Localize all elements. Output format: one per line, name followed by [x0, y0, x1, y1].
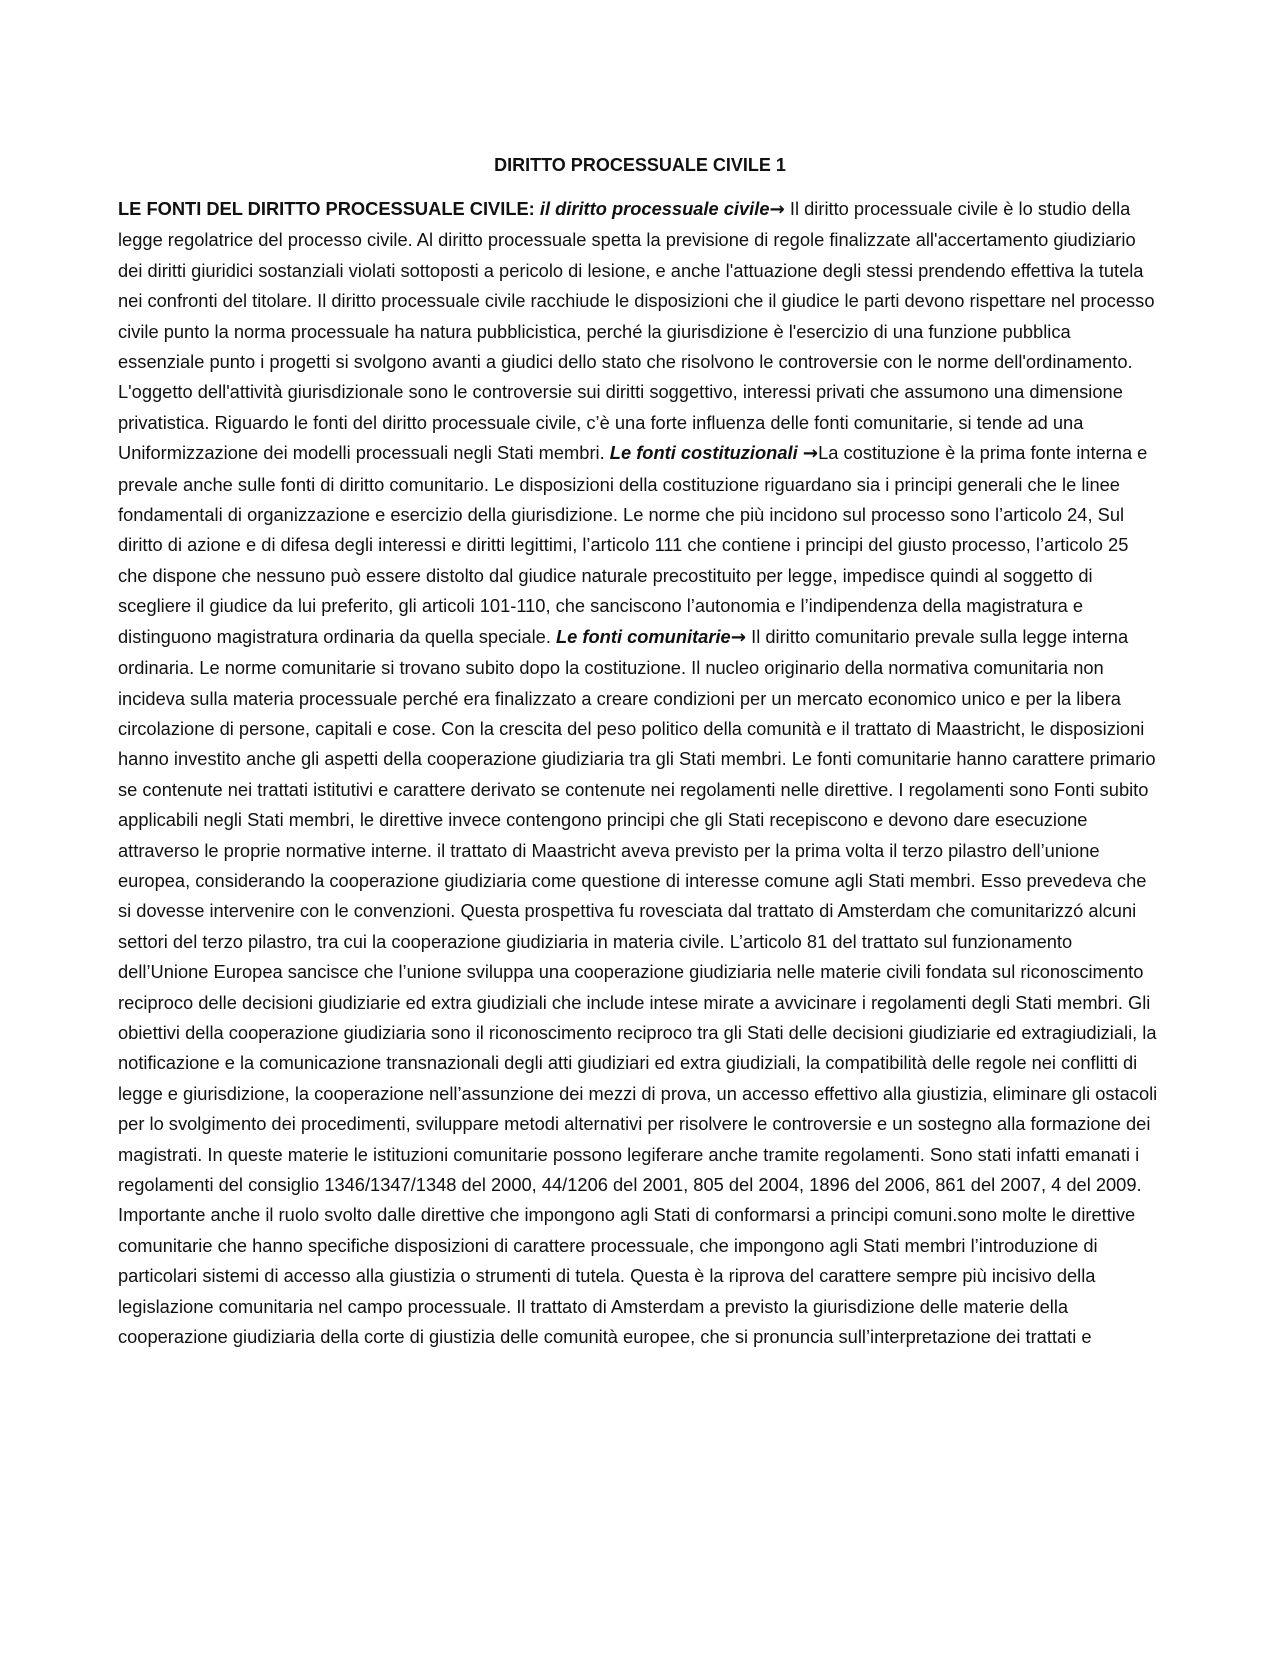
- section-heading-fonti-diritto: LE FONTI DEL DIRITTO PROCESSUALE CIVILE:: [118, 198, 535, 219]
- subheading-diritto-processuale-civile: il diritto processuale civile: [539, 198, 770, 219]
- section-heading-fonti-costituzionali: Le fonti costituzionali: [609, 442, 798, 464]
- right-arrow-icon: →: [769, 199, 785, 220]
- section-text-diritto-processuale: Il diritto processuale civile è lo studio della legge regolatrice del processo civile. Al diritto processuale spetta la previsione di regole finalizzate all'accertamento giudiziario dei diritti giuridici sostanziali violati sottoposti a pericolo di lesione, e anche l'attuazione degli stessi prendendo effettiva la tutela nei confronti del titolare. Il diritto processuale civile racchiude le disposizioni che il giudice le parti devono rispettare nel processo civile punto la norma processuale ha natura pubblicistica, perché la giurisdizione è l'esercizio di una funzione pubblica essenziale punto i progetti si svolgono avanti a giudici dello stato che risolvono le controversie con le norme dell'ordinamento. L'oggetto dell'attività giurisdizionale sono le controversie sui diritti soggettivo, interessi privati che assumono una dimensione privatistica. Riguardo le fonti del diritto processuale civile, c’è una forte influenza delle fonti comunitarie, si tende ad una Uniformizzazione dei modelli processuali negli Stati membri.: [118, 198, 1155, 464]
- section-text-fonti-comunitarie: Il diritto comunitario prevale sulla legge interna ordinaria. Le norme comunitarie si trovano subito dopo la costituzione. Il nucleo originario della normativa comunitaria non incideva sulla materia processuale perché era finalizzato a creare condizioni per un mercato economico unico e per la libera circolazione di persone, capitali e cose. Con la crescita del peso politico della comunità e il trattato di Maastricht, le disposizioni hanno investito anche gli aspetti della cooperazione giudiziaria tra gli Stati membri. Le fonti comunitarie hanno carattere primario se contenute nei trattati istitutivi e carattere derivato se contenute nei regolamenti nelle direttive. I regolamenti sono Fonti subito applicabili negli Stati membri, le direttive invece contengono principi che gli Stati recepiscono e devono dare esecuzione attraverso le proprie normative interne. il trattato di Maastricht aveva previsto per la prima volta il terzo pilastro dell’unione europea, considerando la cooperazione giudiziaria come questione di interesse comune agli Stati membri. Esso prevedeva che si dovesse intervenire con le convenzioni. Questa prospettiva fu rovesciata dal trattato di Amsterdam che comunitarizzó alcuni settori del terzo pilastro, tra cui la cooperazione giudiziaria in materia civile. L’articolo 81 del trattato sul funzionamento dell’Unione Europea sancisce che l’unione sviluppa una cooperazione giudiziaria nelle materie civili fondata sul riconoscimento reciproco delle decisioni giudiziarie ed extra giudiziali che include intese mirate a avvicinare i regolamenti degli Stati membri. Gli obiettivi della cooperazione giudiziaria sono il riconoscimento reciproco tra gli Stati delle decisioni giudiziarie ed extragiudiziali, la notificazione e la comunicazione transnazionali degli atti giudiziari ed extra giudiziali, la compatibilità delle regole nei conflitti di legge e giurisdizione, la cooperazione nell’assunzione dei mezzi di prova, un accesso effettivo alla giustizia, eliminare gli ostacoli per lo svolgimento dei procedimenti, sviluppare metodi alternativi per risolvere le controversie e un sostegno alla formazione dei magistrati. In queste materie le istituzioni comunitarie possono legiferare anche tramite regolamenti. Sono stati infatti emanati i regolamenti del consiglio 1346/1347/1348 del 2000, 44/1206 del 2001, 805 del 2004, 1896 del 2006, 861 del 2007, 4 del 2009. Importante anche il ruolo svolto dalle direttive che impongono agli Stati di conformarsi a principi comuni.sono molte le direttive comunitarie che hanno specifiche disposizioni di carattere processuale, che impongono agli Stati membri l’introduzione di particolari sistemi di accesso alla giustizia o strumenti di tutela. Questa è la riprova del carattere sempre più incisivo della legislazione comunitaria nel campo processuale. Il trattato di Amsterdam a previsto la giurisdizione delle materie della cooperazione giudiziaria della corte di giustizia delle comunità europee, che si pronuncia sull’interpretazione dei trattati e: [118, 625, 1158, 1348]
- right-arrow-icon: →: [802, 443, 819, 465]
- right-arrow-icon: →: [730, 626, 747, 648]
- section-text-fonti-costituzionali: La costituzione è la prima fonte interna e prevale anche sulle fonti di diritto comunitario. Le disposizioni della costituzione riguardano sia i principi generali che le linee fondamentali di organizzazione e esercizio della giurisdizione. Le norme che più incidono sul processo sono l’articolo 24, Sul diritto di azione e di difesa degli interessi e diritti legittimi, l’articolo 111 che contiene i principi del giusto processo, l’articolo 25 che dispone che nessuno può essere distolto dal giudice naturale precostituito per legge, impedisce quindi al soggetto di scegliere il giudice da lui preferito, gli articoli 101-110, che sanciscono l’autonomia e l’indipendenza della magistratura e distinguono magistratura ordinaria da quella speciale.: [118, 442, 1148, 647]
- document-title: DIRITTO PROCESSUALE CIVILE 1: [494, 155, 786, 175]
- body-paragraph: [118, 194, 1162, 1352]
- section-heading-fonti-comunitarie: Le fonti comunitarie: [556, 625, 731, 647]
